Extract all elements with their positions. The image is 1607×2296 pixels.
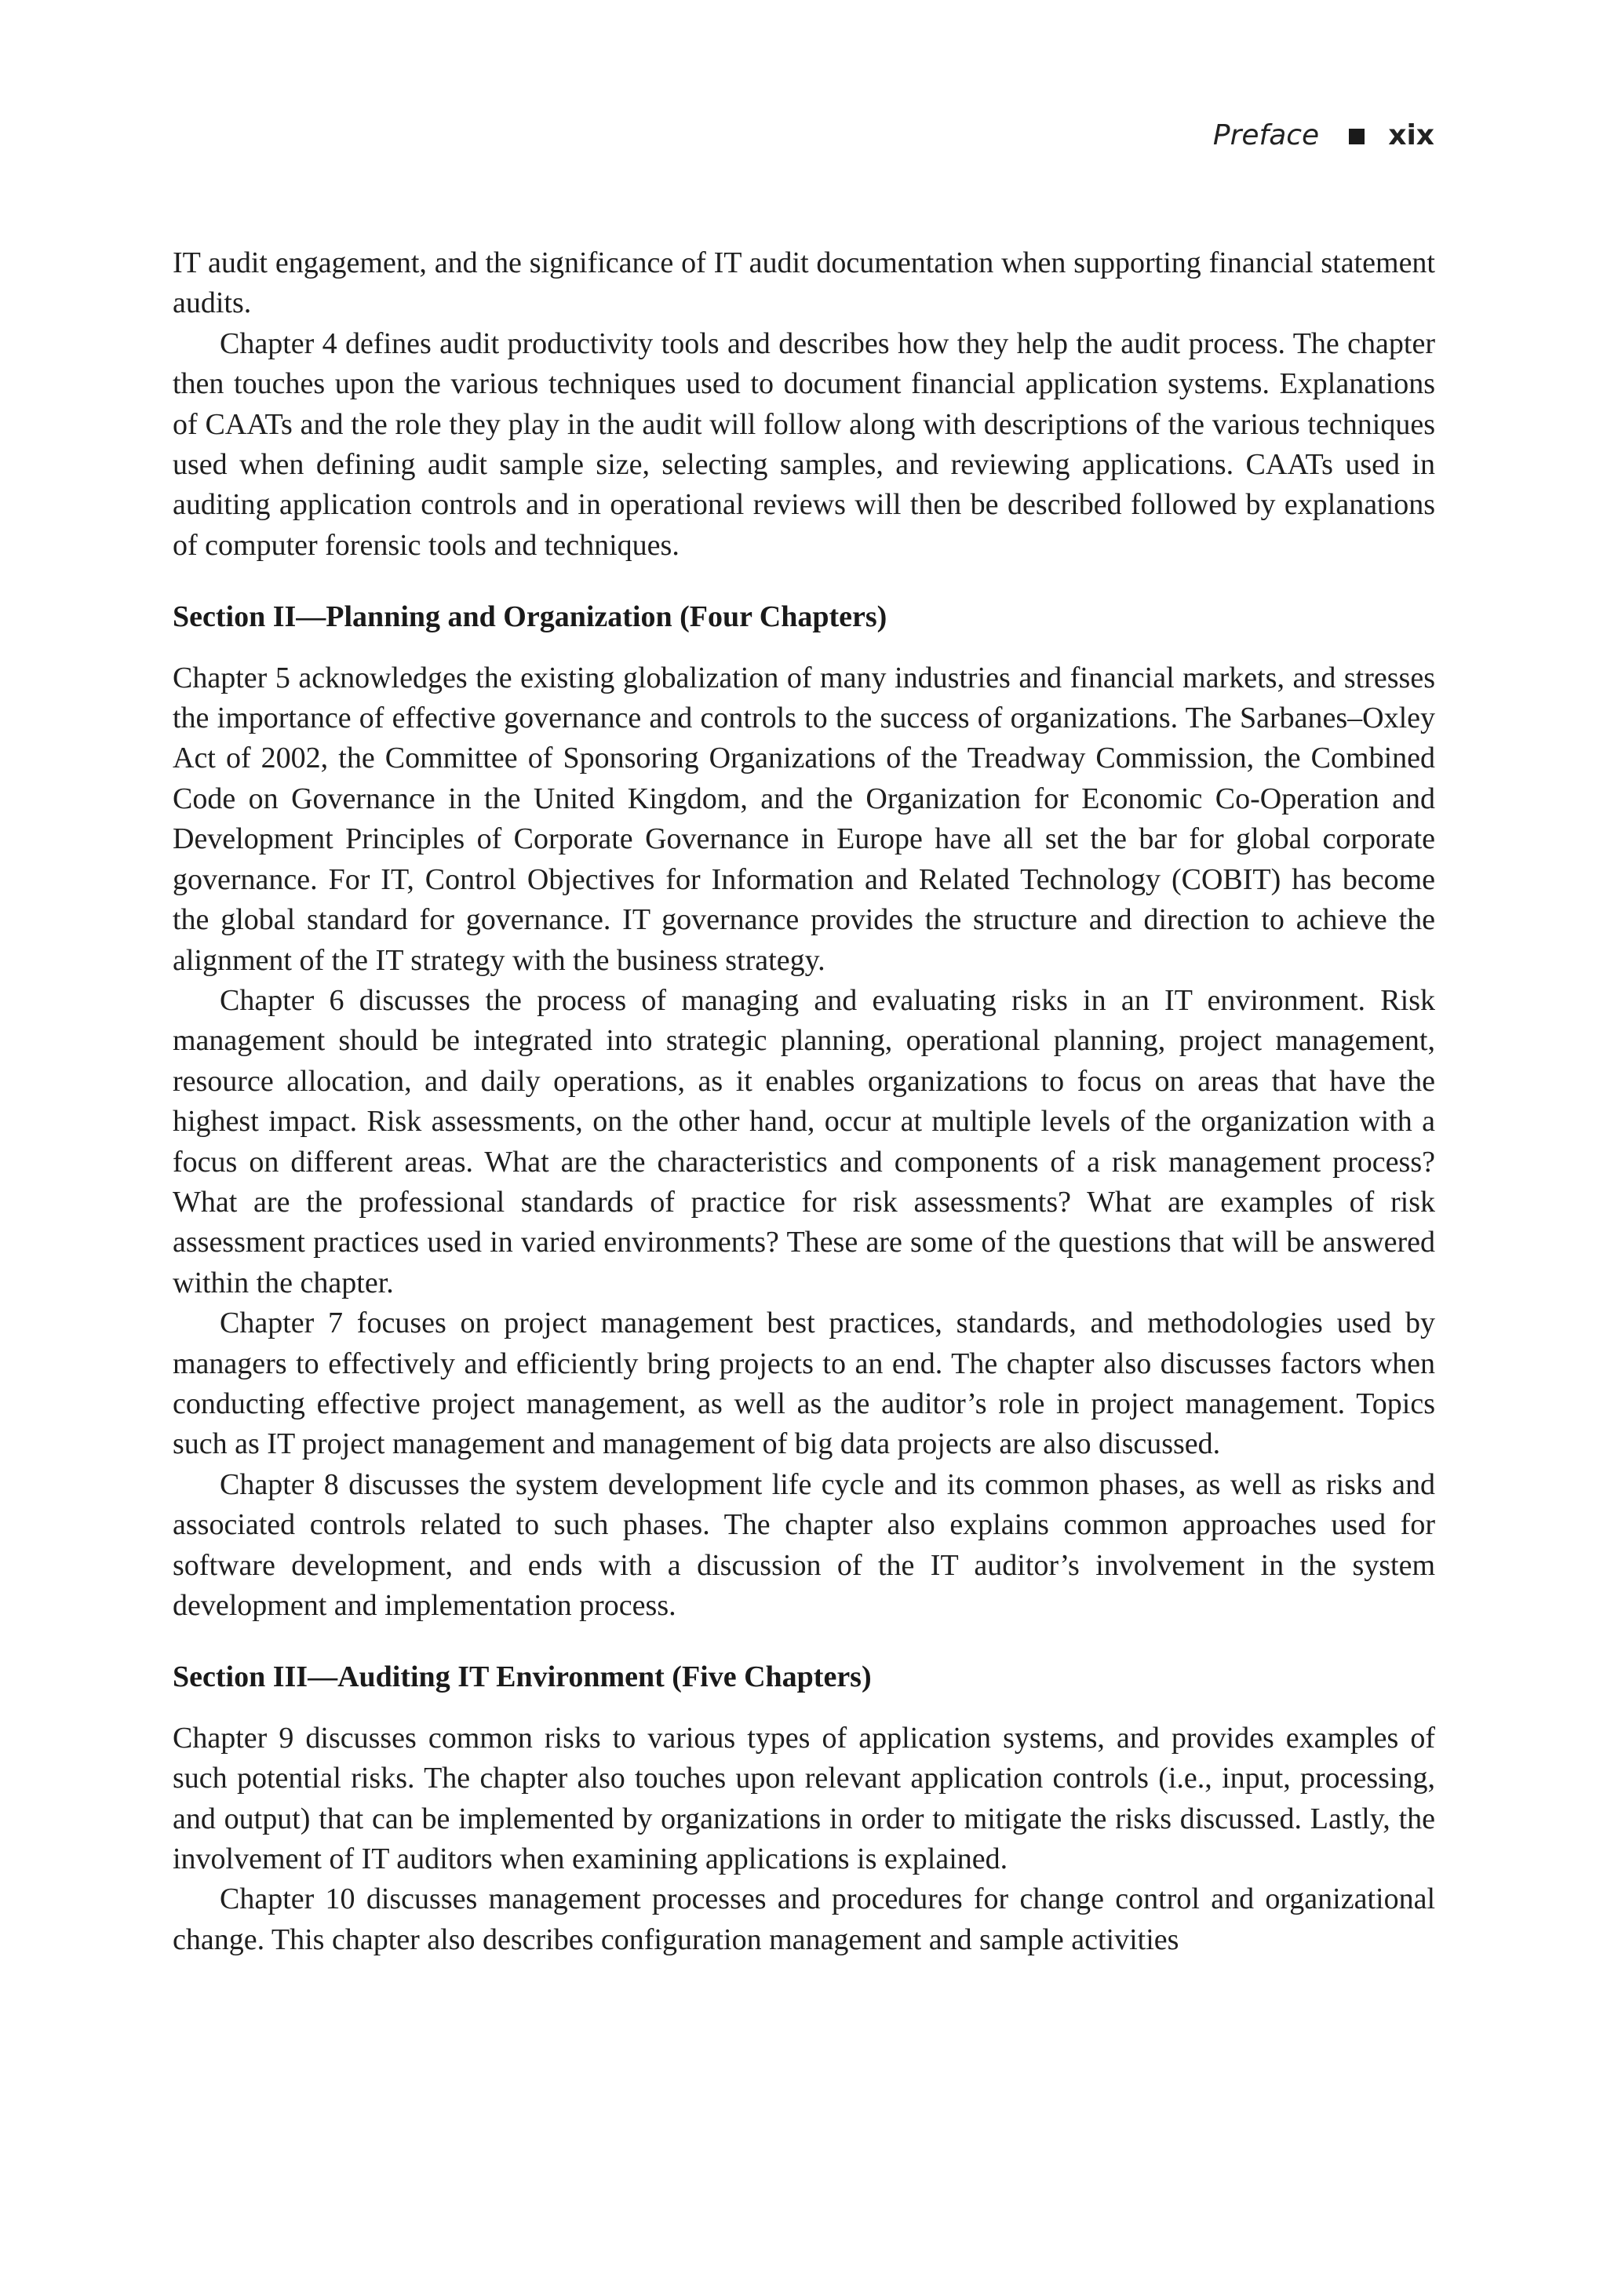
- paragraph: Chapter 5 acknowledges the existing globalization of many industries and financial markets, and stresses the importance of effective governance and controls to the success of organizations. The Sarbanes–Oxley Act of 2002, the Committee of Sponsoring Organizations of the Treadway Commission, the Combined Code on Governance in the United Kingdom, and the Organization for Economic Co-Operation and Development Principles of Corporate Governance in Europe have all set the bar for global corporate governance. For IT, Control Objectives for Information and Related Technology (COBIT) has become the global standard for governance. IT governance provides the structure and direction to achieve the alignment of the IT strategy with the business strategy.: [173, 661, 1435, 977]
- page-number: xix: [1388, 119, 1434, 151]
- paragraph: Chapter 6 discusses the process of managing and evaluating risks in an IT environment. Risk management should be integrated into strategic planning, operational planning, project management, resource allocation, and daily operations, as it enables organizations to focus on areas that have the highest impact. Risk assessments, on the other hand, occur at multiple levels of the organization with a focus on different areas. What are the characteristics and components of a risk management process? What are the professional standards of practice for risk assessments? What are examples of risk assessment practices used in varied environments? These are some of the questions that will be answered within the chapter.: [173, 983, 1435, 1299]
- body-text: [173, 243, 1435, 1960]
- paragraph: Chapter 10 discusses management processes and procedures for change control and organizational change. This chapter also describes configuration management and sample activities: [173, 1882, 1435, 1956]
- running-head: [1213, 119, 1434, 151]
- paragraph: Chapter 4 defines audit productivity tools and describes how they help the audit process. The chapter then touches upon the various techniques used to document financial application systems. Explanations of CAATs and the role they play in the audit will follow along with descriptions of the various techniques used when defining audit sample size, selecting samples, and reviewing applications. CAATs used in auditing application controls and in operational reviews will then be described followed by explanations of computer forensic tools and techniques.: [173, 326, 1435, 562]
- running-title: Preface: [1212, 119, 1320, 151]
- section-heading: Section III—Auditing IT Environment (Five Chapters): [173, 1660, 872, 1694]
- paragraph: Chapter 8 discusses the system development life cycle and its common phases, as well as risks and associated controls related to such phases. The chapter also explains common approaches used for software development, and ends with a discussion of the IT auditor’s involvement in the system development and implementation process.: [173, 1467, 1435, 1622]
- section-heading: Section II—Planning and Organization (Four Chapters): [173, 600, 887, 634]
- square-bullet-icon: [1349, 129, 1365, 144]
- paragraph: IT audit engagement, and the significance of IT audit documentation when supporting financial statement audits.: [173, 246, 1435, 320]
- paragraph: Chapter 9 discusses common risks to various types of application systems, and provides examples of such potential risks. The chapter also touches upon relevant application controls (i.e., input, processing, and output) that can be implemented by organizations in order to mitigate the risks discussed. Lastly, the involvement of IT auditors when examining applications is explained.: [173, 1721, 1435, 1876]
- paragraph: Chapter 7 focuses on project management best practices, standards, and methodologies used by managers to effectively and efficiently bring projects to an end. The chapter also discusses factors when conducting effective project management, as well as the auditor’s role in project management. Topics such as IT project management and management of big data projects are also discussed.: [173, 1307, 1435, 1461]
